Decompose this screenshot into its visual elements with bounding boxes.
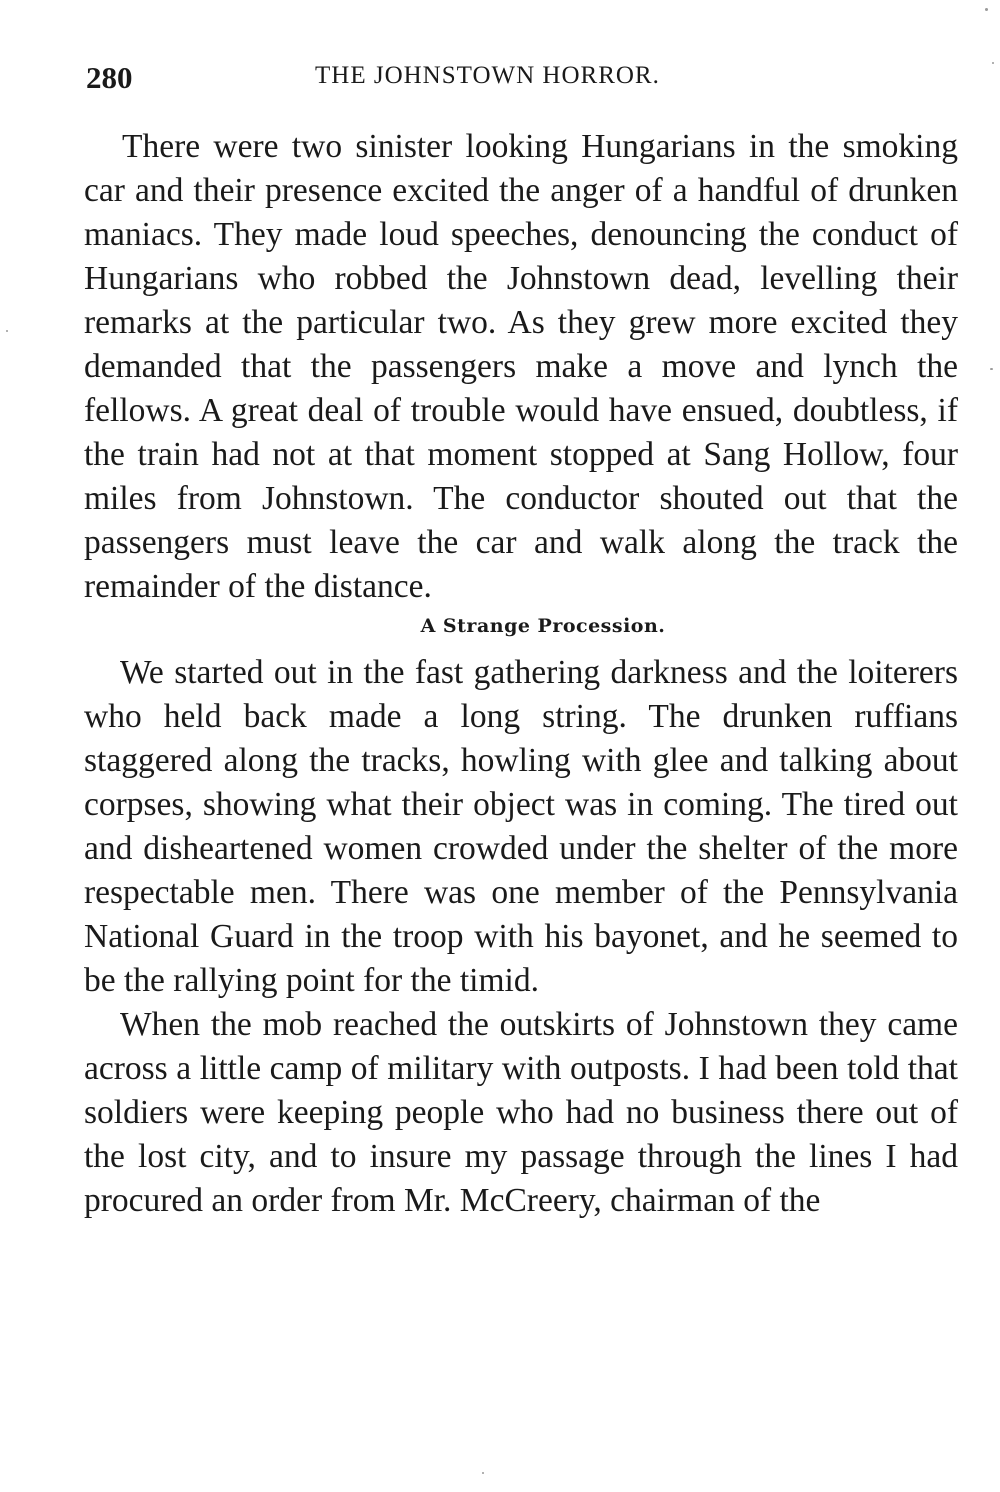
book-page — [84, 56, 958, 1223]
section-heading: A Strange Procession. — [420, 615, 666, 637]
paragraph-2: We started out in the fast gathering darkness and the loiterers who held back made a long string. The drunken ruffians staggered along the tracks, howling with glee and talking about corpses, showing what their object was in coming. The tired out and disheartened women crowded under the shelter of the more respectable men. There was one member of the Pennsylvania National Guard in the troop with his bayonet, and he seemed to be the rallying point for the timid. — [84, 654, 958, 999]
scan-speck — [482, 1472, 484, 1474]
scan-speck — [985, 8, 988, 11]
scan-speck — [992, 62, 994, 64]
page-number: 280 — [86, 60, 133, 95]
running-title: THE JOHNSTOWN HORROR. — [315, 62, 660, 89]
running-head — [84, 56, 958, 96]
paragraph-1: There were two sinister looking Hungarians in the smoking car and their presence excited the anger of a handful of drunken maniacs. They made loud speeches, denouncing the conduct of Hungarians who robbed the Johnstown dead, levelling their remarks at the particular two. As they grew more excited they demanded that the passengers make a move and lynch the fellows. A great deal of trouble would have ensued, doubtless, if the train had not at that moment stopped at Sang Hollow, four miles from Johnstown. The conductor shouted out that the passengers must leave the car and walk along the track the remainder of the distance. — [84, 128, 958, 605]
scan-speck — [990, 368, 993, 370]
scan-speck — [6, 330, 8, 332]
paragraph-3: When the mob reached the outskirts of Johnstown they came across a little camp of military with outposts. I had been told that soldiers were keeping people who had no business there out of the lost city, and to insure my passage through the lines I had procured an order from Mr. McCreery, chairman of the — [84, 1006, 958, 1219]
